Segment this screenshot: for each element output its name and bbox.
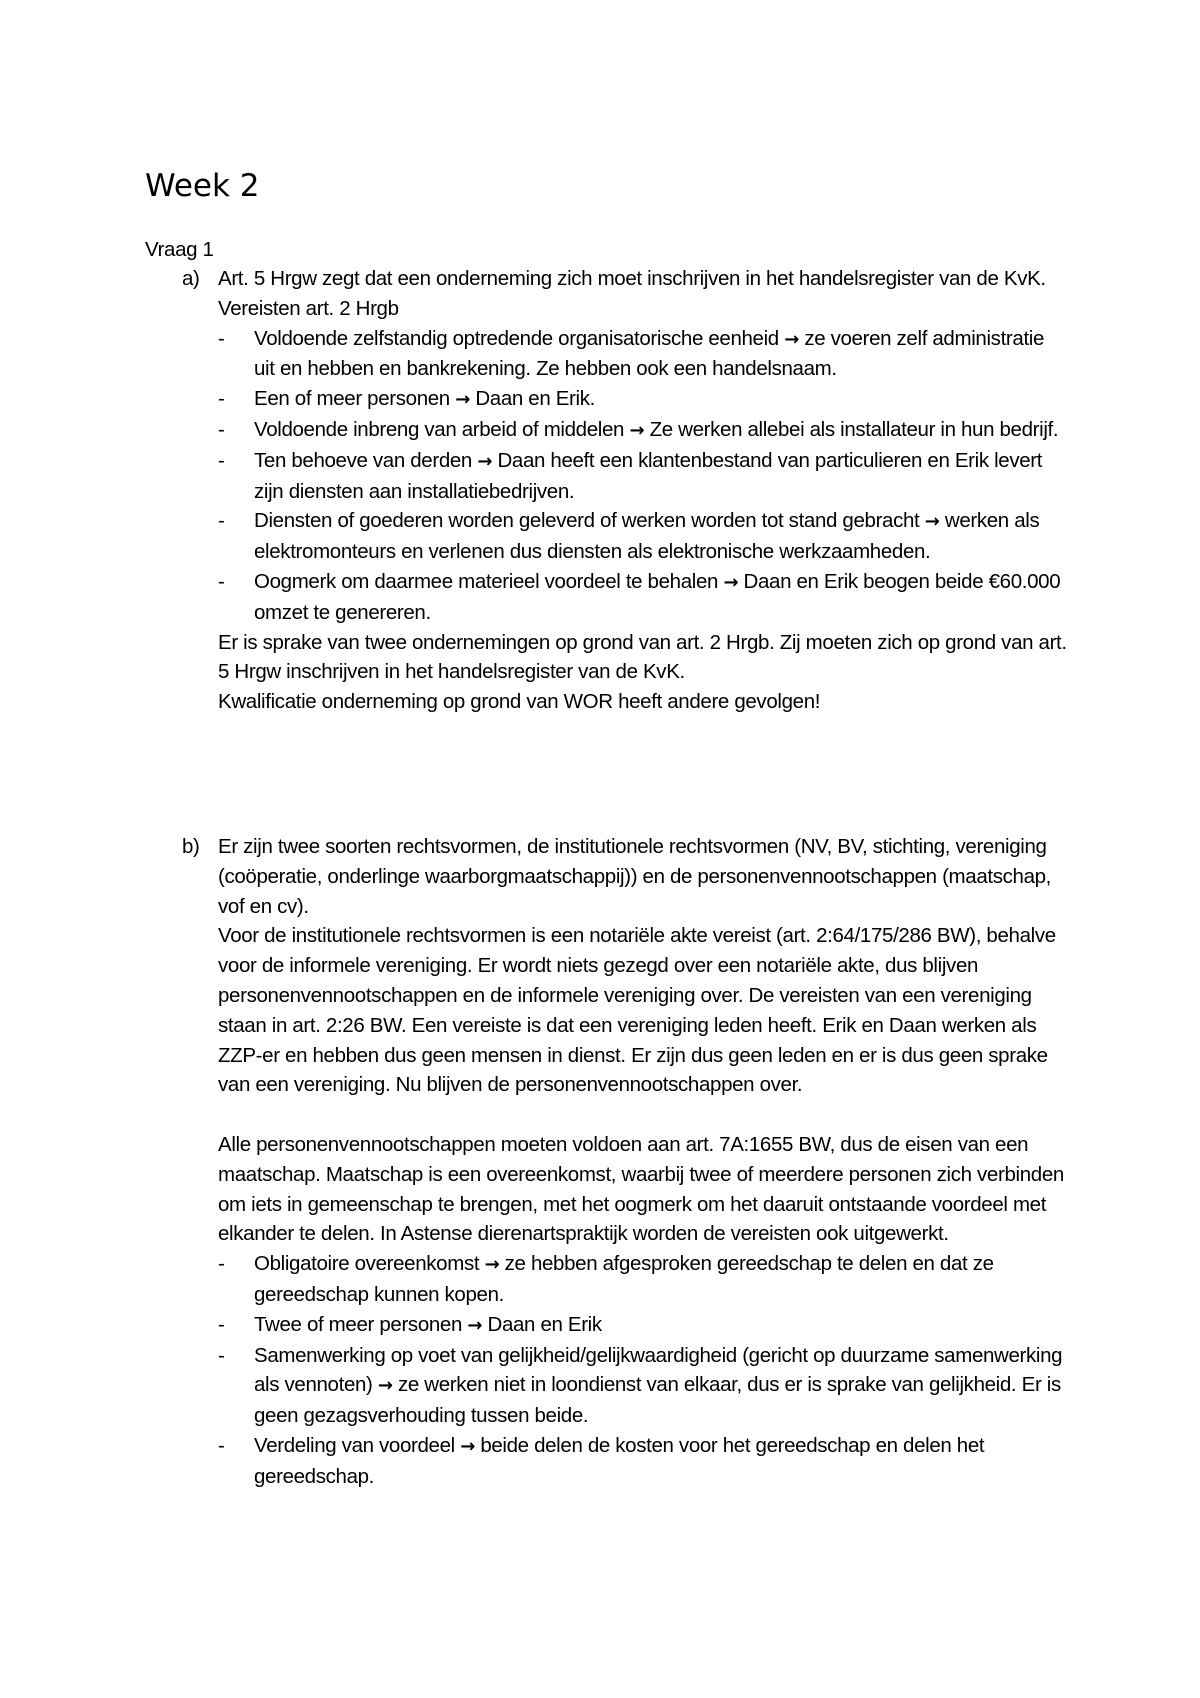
dash-bullet: -	[218, 448, 225, 472]
arrow-right-icon: →	[784, 328, 799, 350]
arrow-right-icon: →	[460, 1435, 475, 1457]
requirement-term: Obligatoire overeenkomst	[254, 1252, 480, 1276]
requirement-term: Voldoende inbreng van arbeid of middelen	[254, 417, 625, 441]
part-a-intro: Art. 5 Hrgw zegt dat een onderneming zich moet inschrijven in het handelsregister van de KvK.	[218, 267, 1046, 290]
dash-bullet: -	[218, 569, 225, 593]
arrow-right-icon: →	[723, 571, 739, 593]
requirement-explanation: Daan en Erik	[487, 1312, 602, 1336]
requirement-explanation: ze voeren zelf administratie uit en hebben en bankrekening. Ze hebben ook een handelsnaam.	[254, 326, 1045, 381]
list-item	[218, 1249, 1068, 1310]
arrow-right-icon: →	[455, 389, 470, 411]
list-item	[218, 506, 1068, 567]
part-a-label: a)	[182, 267, 200, 290]
requirement-explanation: Daan en Erik.	[475, 387, 595, 411]
requirement-explanation: werken als elektromonteurs en verlenen dus diensten als elektronische werkzaamheden.	[254, 509, 1040, 564]
part-a-requirements	[218, 324, 1068, 628]
requirement-explanation: Ze werken allebei als installateur in hun bedrijf.	[649, 417, 1059, 441]
question-heading: Vraag 1	[145, 238, 214, 261]
part-a-note: Kwalificatie onderneming op grond van WOR heeft andere gevolgen!	[218, 690, 821, 714]
list-item	[218, 324, 1068, 385]
list-item	[218, 1310, 1068, 1341]
part-b-requirements	[218, 1249, 1068, 1491]
dash-bullet: -	[218, 1252, 225, 1276]
dash-bullet: -	[218, 417, 225, 441]
arrow-right-icon: →	[484, 1254, 500, 1276]
part-a-conclusion: Er is sprake van twee ondernemingen op grond van art. 2 Hrgb. Zij moeten zich op grond van art. 5 Hrgw inschrijven in het handelsregister van de KvK.	[218, 630, 1067, 684]
requirement-term: Een of meer personen	[254, 387, 450, 411]
list-item	[218, 567, 1068, 628]
requirement-explanation: Daan heeft een klantenbestand van particulieren en Erik levert zijn diensten aan installatiebedrijven.	[254, 448, 1043, 503]
requirement-explanation: ze werken niet in loondienst van elkaar, dus er is sprake van gelijkheid. Er is geen gezagsverhouding tussen beide.	[254, 1373, 1061, 1428]
arrow-right-icon: →	[467, 1314, 483, 1336]
dash-bullet: -	[218, 1312, 225, 1336]
part-b-content	[218, 832, 1068, 1492]
arrow-right-icon: →	[377, 1375, 393, 1397]
part-b-paragraph-1: Er zijn twee soorten rechtsvormen, de institutionele rechtsvormen (NV, BV, stichting, vereniging (coöperatie, onderlinge waarborgmaatschappij)) en de personenvennootschappen (maatschap, vof en cv).	[218, 835, 1052, 918]
dash-bullet: -	[218, 1433, 225, 1457]
list-item	[218, 415, 1068, 446]
requirement-explanation: ze hebben afgesproken gereedschap te delen en dat ze gereedschap kunnen kopen.	[254, 1252, 994, 1306]
list-item	[218, 446, 1068, 507]
requirement-term: Samenwerking op voet van gelijkheid/gelijkwaardigheid (gericht op duurzame samenwerking als vennoten)	[254, 1343, 1063, 1397]
dash-bullet: -	[218, 1343, 225, 1367]
part-b-label: b)	[182, 835, 200, 858]
arrow-right-icon: →	[924, 511, 940, 533]
requirement-term: Verdeling van voordeel	[254, 1433, 455, 1457]
requirement-term: Twee of meer personen	[254, 1312, 463, 1336]
requirement-term: Diensten of goederen worden geleverd of werken worden tot stand gebracht	[254, 509, 920, 533]
paragraph-spacer	[218, 1100, 1068, 1130]
dash-bullet: -	[218, 509, 225, 533]
dash-bullet: -	[218, 326, 225, 350]
requirement-term: Oogmerk om daarmee materieel voordeel te behalen	[254, 569, 719, 593]
arrow-right-icon: →	[477, 450, 493, 472]
requirement-term: Ten behoeve van derden	[254, 448, 472, 472]
list-item	[218, 1341, 1068, 1431]
part-a-heading: Vereisten art. 2 Hrgb	[218, 296, 399, 320]
requirement-term: Voldoende zelfstandig optredende organisatorische eenheid	[254, 326, 779, 350]
part-a-content	[218, 264, 1068, 717]
page-title: Week 2	[145, 168, 260, 204]
arrow-right-icon: →	[629, 419, 645, 441]
list-item	[218, 384, 1068, 415]
requirement-explanation: Daan en Erik beogen beide €60.000 omzet te genereren.	[254, 569, 1061, 624]
requirement-explanation: beide delen de kosten voor het gereedschap en delen het gereedschap.	[254, 1433, 985, 1488]
part-b-paragraph-3: Alle personenvennootschappen moeten voldoen aan art. 7A:1655 BW, dus de eisen van een maatschap. Maatschap is een overeenkomst, waarbij twee of meerdere personen zich verbinden om iets in gemeenschap te brengen, met het oogmerk om het daaruit ontstaande voordeel met elkander te delen. In Astense dierenartspraktijk worden de vereisten ook uitgewerkt.	[218, 1132, 1064, 1246]
dash-bullet: -	[218, 387, 225, 411]
list-item	[218, 1431, 1068, 1492]
part-b-paragraph-2: Voor de institutionele rechtsvormen is een notariële akte vereist (art. 2:64/175/286 BW), behalve voor de informele vereniging. Er wordt niets gezegd over een notariële akte, dus blijven personenvennootschappen en de informele vereniging over. De vereisten van een vereniging staan in art. 2:26 BW. Een vereiste is dat een vereniging leden heeft. Erik en Daan werken als ZZP-er en hebben dus geen mensen in dienst. Er zijn dus geen leden en er is dus geen sprake van een vereniging. Nu blijven de personenvennootschappen over.	[218, 924, 1056, 1097]
